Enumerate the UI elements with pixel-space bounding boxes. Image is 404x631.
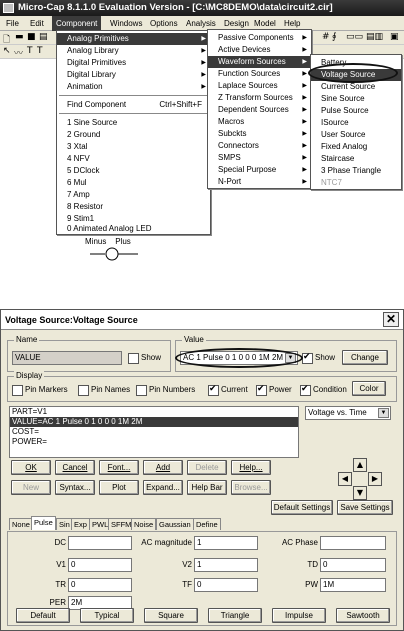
- menu-item-user-source[interactable]: User Source: [321, 130, 366, 139]
- list-item-selected[interactable]: VALUE=AC 1 Pulse 0 1 0 0 0 1M 2M: [10, 417, 298, 427]
- menu-file[interactable]: File: [6, 19, 19, 28]
- submenu-arrow-icon: ▶: [201, 48, 206, 54]
- submenu-arrow-icon: ▶: [201, 72, 206, 78]
- menu-item-ntc7[interactable]: NTC7: [321, 178, 342, 187]
- submenu-arrow-icon: ▶: [201, 36, 206, 42]
- menu-model[interactable]: Model: [254, 19, 276, 28]
- menu-help[interactable]: Help: [284, 19, 301, 28]
- arrow-up-icon[interactable]: ▲: [353, 458, 367, 472]
- menu-item-passive-components[interactable]: Passive Components ▶: [218, 33, 307, 42]
- ac-magnitude-label: AC magnitude: [141, 538, 192, 547]
- menu-item-fixed-analog[interactable]: Fixed Analog: [321, 142, 368, 151]
- tab-sffm[interactable]: SFFM: [108, 518, 134, 530]
- help-button[interactable]: Help...: [231, 460, 271, 475]
- menu-item-animation[interactable]: Animation ▶: [67, 82, 206, 91]
- tab-pulse[interactable]: Pulse: [31, 516, 56, 530]
- menu-item-sine-source[interactable]: Sine Source: [321, 94, 365, 103]
- print-icon[interactable]: ▤: [39, 32, 48, 42]
- menu-item-voltage-source[interactable]: Voltage Source: [311, 69, 401, 81]
- plot-button[interactable]: Plot: [99, 480, 139, 495]
- submenu-arrow-icon: ▶: [302, 35, 307, 41]
- submenu-arrow-icon: ▶: [302, 155, 307, 161]
- menu-analysis[interactable]: Analysis: [186, 19, 216, 28]
- ac-magnitude-field[interactable]: 1: [194, 536, 258, 550]
- menu-item-isource[interactable]: ISource: [321, 118, 349, 127]
- display-group-label: Display: [16, 371, 43, 380]
- submenu-arrow-icon: ▶: [302, 59, 307, 65]
- voltage-source-symbol[interactable]: [85, 237, 131, 246]
- menu-item-laplace-sources[interactable]: Laplace Sources ▶: [218, 81, 307, 90]
- submenu-arrow-icon: ▶: [302, 107, 307, 113]
- dc-label: DC: [54, 538, 66, 547]
- tab-pwl[interactable]: PWL: [89, 518, 111, 530]
- submenu-arrow-icon: ▶: [302, 47, 307, 53]
- tab-define[interactable]: Define: [193, 518, 221, 530]
- color-button[interactable]: Color: [352, 381, 386, 396]
- td-label: TD: [307, 560, 318, 569]
- pulse-params-panel: [7, 531, 397, 626]
- submenu-arrow-icon: ▶: [201, 60, 206, 66]
- tab-none[interactable]: None: [9, 518, 33, 530]
- source-circle-icon: [90, 246, 140, 262]
- ok-button[interactable]: OK: [11, 460, 51, 475]
- submenu-arrow-icon: ▶: [201, 84, 206, 90]
- window-titlebar: [0, 0, 404, 16]
- highlight-oval: [175, 348, 303, 368]
- submenu-arrow-icon: ▶: [302, 143, 307, 149]
- preset-triangle-button[interactable]: Triangle: [208, 608, 262, 623]
- dialog-titlebar: [1, 310, 403, 330]
- v2-label: V2: [182, 560, 192, 569]
- per-field[interactable]: 2M: [68, 596, 132, 610]
- submenu-arrow-icon: ▶: [302, 95, 307, 101]
- main-window: [0, 0, 404, 268]
- pin-labels: Minus Plus: [85, 237, 131, 246]
- recent-item[interactable]: 4 NFV: [67, 154, 90, 163]
- menu-item-n-port[interactable]: N-Port ▶: [218, 177, 307, 186]
- menu-item-connectors[interactable]: Connectors ▶: [218, 141, 307, 150]
- pin-numbers-checkbox[interactable]: Pin Numbers: [136, 384, 195, 396]
- preset-default-button[interactable]: Default: [16, 608, 70, 623]
- value-show-checkbox[interactable]: Show ✔: [302, 352, 335, 364]
- window-tile-icon[interactable]: ▭▭: [346, 32, 364, 42]
- delete-button[interactable]: Delete: [187, 460, 227, 475]
- recent-item[interactable]: 0 Animated Analog LED: [67, 224, 152, 233]
- pw-label: PW: [305, 580, 318, 589]
- layout-icon[interactable]: ▤▥: [366, 32, 384, 42]
- plot-type-select[interactable]: [305, 406, 391, 420]
- text-tool-icon-2[interactable]: T: [37, 46, 43, 56]
- save-settings-button[interactable]: Save Settings: [337, 500, 393, 515]
- menu-design[interactable]: Design: [224, 19, 249, 28]
- menu-item-digital-primitives[interactable]: Digital Primitives ▶: [67, 58, 206, 67]
- arrow-left-icon[interactable]: ◀: [338, 472, 352, 486]
- menu-item-special-purpose[interactable]: Special Purpose ▶: [218, 165, 307, 174]
- text-tool-icon[interactable]: T: [27, 46, 33, 56]
- wire-icon[interactable]: 〰: [14, 49, 24, 59]
- menu-item-find-component[interactable]: Find Component Ctrl+Shift+F: [67, 100, 202, 109]
- preset-impulse-button[interactable]: Impulse: [272, 608, 326, 623]
- power-checkbox[interactable]: Power ✔: [256, 384, 292, 396]
- submenu-arrow-icon: ▶: [302, 131, 307, 137]
- menu-separator: [59, 113, 208, 114]
- menu-item-active-devices[interactable]: Active Devices ▶: [218, 45, 307, 54]
- menu-item-z-transform-sources[interactable]: Z Transform Sources ▶: [218, 93, 307, 102]
- menu-item-subckts[interactable]: Subckts ▶: [218, 129, 307, 138]
- tr-field[interactable]: 0: [68, 578, 132, 592]
- help-bar-button[interactable]: Help Bar: [187, 480, 227, 495]
- name-group: [7, 335, 171, 372]
- menu-item-waveform-sources[interactable]: Waveform Sources ▶: [208, 56, 311, 68]
- pin-markers-checkbox[interactable]: Pin Markers: [12, 384, 68, 396]
- menu-component[interactable]: Component: [52, 16, 101, 31]
- recent-item[interactable]: 9 Stim1: [67, 214, 95, 223]
- list-item[interactable]: COST=: [12, 427, 39, 436]
- v1-field[interactable]: 0: [68, 558, 132, 572]
- td-field[interactable]: 0: [320, 558, 386, 572]
- tab-gaussian[interactable]: Gaussian: [156, 518, 194, 530]
- preset-sawtooth-button[interactable]: Sawtooth: [336, 608, 390, 623]
- voltage-source-dialog: [0, 309, 404, 631]
- change-button[interactable]: Change: [342, 350, 388, 365]
- default-settings-button[interactable]: Default Settings: [271, 500, 333, 515]
- menubar: [0, 16, 404, 31]
- syntax-button[interactable]: Syntax...: [55, 480, 95, 495]
- menu-item-current-source[interactable]: Current Source: [321, 82, 376, 91]
- list-item[interactable]: POWER=: [12, 437, 47, 446]
- submenu-arrow-icon: ▶: [302, 83, 307, 89]
- new-file-icon[interactable]: 🗋: [3, 35, 11, 45]
- select-arrow-icon[interactable]: ↖: [3, 46, 11, 56]
- v2-field[interactable]: 1: [194, 558, 258, 572]
- recent-item[interactable]: 2 Ground: [67, 130, 101, 139]
- pw-field[interactable]: 1M: [320, 578, 386, 592]
- waveform-tabs: [9, 518, 397, 532]
- current-checkbox[interactable]: Current ✔: [208, 384, 248, 396]
- tab-sin[interactable]: Sin: [56, 518, 73, 530]
- menu-item-pulse-source[interactable]: Pulse Source: [321, 106, 369, 115]
- value-group-label: Value: [184, 335, 204, 344]
- pin-names-checkbox[interactable]: Pin Names: [78, 384, 130, 396]
- name-show-checkbox[interactable]: Show: [128, 352, 161, 364]
- menu-edit[interactable]: Edit: [30, 19, 44, 28]
- menu-item-dependent-sources[interactable]: Dependent Sources ▶: [218, 105, 307, 114]
- app-icon: [3, 3, 14, 13]
- arrow-down-icon[interactable]: ▼: [353, 486, 367, 500]
- zoom-icon[interactable]: ▣: [390, 32, 399, 42]
- new-button[interactable]: New: [11, 480, 51, 495]
- chevron-down-icon[interactable]: ▼: [285, 353, 296, 363]
- value-text: AC 1 Pulse 0 1 0 0 0 1M 2M: [183, 353, 284, 362]
- condition-checkbox[interactable]: Condition ✔: [300, 384, 347, 396]
- close-icon[interactable]: ✕: [383, 312, 399, 327]
- submenu-arrow-icon: ▶: [302, 119, 307, 125]
- preset-typical-button[interactable]: Typical: [80, 608, 134, 623]
- recent-item[interactable]: 7 Amp: [67, 190, 90, 199]
- recent-item[interactable]: 8 Resistor: [67, 202, 104, 211]
- menu-item-smps[interactable]: SMPS ▶: [218, 153, 307, 162]
- dialog-title: Voltage Source:Voltage Source: [5, 315, 138, 325]
- tf-label: TF: [182, 580, 192, 589]
- browse-button[interactable]: Browse...: [231, 480, 271, 495]
- submenu-arrow-icon: ▶: [302, 179, 307, 185]
- per-label: PER: [49, 598, 66, 607]
- recent-item[interactable]: 5 DClock: [67, 166, 100, 175]
- menu-item-digital-library[interactable]: Digital Library ▶: [67, 70, 206, 79]
- menu-item-staircase[interactable]: Staircase: [321, 154, 355, 163]
- v1-label: V1: [56, 560, 66, 569]
- menu-separator: [59, 95, 208, 96]
- tab-noise[interactable]: Noise: [131, 518, 156, 530]
- add-button[interactable]: Add: [143, 460, 183, 475]
- tf-field[interactable]: 0: [194, 578, 258, 592]
- recent-item[interactable]: 3 Xtal: [67, 142, 88, 151]
- dc-field[interactable]: [68, 536, 132, 550]
- menu-windows[interactable]: Windows: [110, 19, 143, 28]
- highlight-oval: [308, 63, 398, 83]
- component-menu: [56, 30, 211, 235]
- shortcut-label: Ctrl+Shift+F: [159, 100, 202, 109]
- chevron-down-icon[interactable]: ▼: [378, 408, 389, 418]
- preset-square-button[interactable]: Square: [144, 608, 198, 623]
- attribute-list[interactable]: [9, 406, 299, 458]
- tr-label: TR: [55, 580, 66, 589]
- menu-item-analog-library[interactable]: Analog Library ▶: [67, 46, 206, 55]
- menu-item-macros[interactable]: Macros ▶: [218, 117, 307, 126]
- font-button[interactable]: Font...: [99, 460, 139, 475]
- tab-exp[interactable]: Exp: [71, 518, 90, 530]
- ac-phase-label: AC Phase: [281, 538, 318, 547]
- arrow-right-icon[interactable]: ▶: [368, 472, 382, 486]
- grid-icon[interactable]: #: [322, 32, 330, 42]
- display-group: [7, 371, 397, 402]
- menu-options[interactable]: Options: [150, 19, 178, 28]
- open-file-icon[interactable]: ▬: [15, 32, 24, 42]
- plot-type-value: Voltage vs. Time: [308, 408, 367, 417]
- submenu-arrow-icon: ▶: [302, 167, 307, 173]
- recent-item[interactable]: 1 Sine Source: [67, 118, 118, 127]
- name-field[interactable]: VALUE: [12, 351, 122, 365]
- save-icon[interactable]: ■: [27, 32, 36, 42]
- cancel-button[interactable]: Cancel: [55, 460, 95, 475]
- menu-item-analog-primitives[interactable]: Analog Primitives ▶: [57, 33, 210, 45]
- menu-item-battery[interactable]: Battery: [321, 58, 347, 67]
- expand-button[interactable]: Expand...: [143, 480, 183, 495]
- toggle-icon[interactable]: ∮: [332, 32, 337, 42]
- window-title: Micro-Cap 8.1.1.0 Evaluation Version - [C:\MC8DEMO\data\circuit2.cir]: [18, 2, 333, 13]
- submenu-arrow-icon: ▶: [302, 71, 307, 77]
- recent-item[interactable]: 6 Mul: [67, 178, 87, 187]
- list-item[interactable]: PART=V1: [12, 407, 48, 416]
- ac-phase-field[interactable]: [320, 536, 386, 550]
- analog-primitives-menu: [207, 29, 312, 189]
- menu-item-3-phase-triangle[interactable]: 3 Phase Triangle: [321, 166, 382, 175]
- menu-item-function-sources[interactable]: Function Sources ▶: [218, 69, 307, 78]
- name-group-label: Name: [16, 335, 38, 344]
